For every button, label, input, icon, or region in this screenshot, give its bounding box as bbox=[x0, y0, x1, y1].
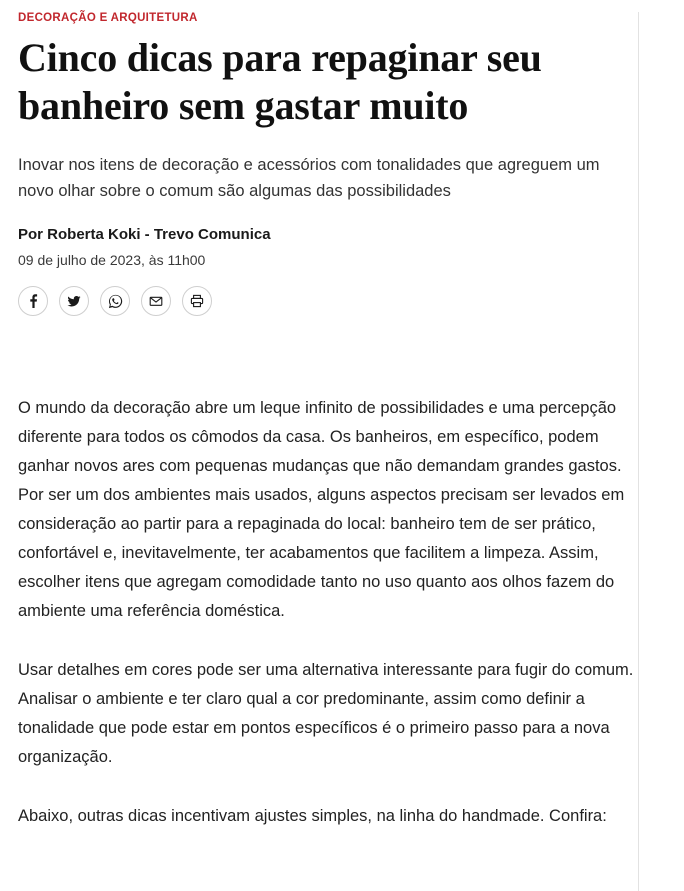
article-body bbox=[18, 394, 636, 831]
share-twitter-button[interactable] bbox=[59, 286, 89, 316]
article-dateline: 09 de julho de 2023, às 11h00 bbox=[18, 252, 206, 268]
article-paragraph: Abaixo, outras dicas incentivam ajustes simples, na linha do handmade. Confira: bbox=[18, 807, 607, 825]
share-whatsapp-button[interactable] bbox=[100, 286, 130, 316]
article-paragraph: Usar detalhes em cores pode ser uma alternativa interessante para fugir do comum. Analisar o ambiente e ter claro qual a cor predominante, assim como definir a tonalidade que pode estar em pontos específicos é o primeiro passo para a nova organização. bbox=[18, 661, 634, 766]
page-title: Cinco dicas para repaginar seu banheiro sem gastar muito bbox=[18, 35, 542, 128]
article-kicker[interactable]: DECORAÇÃO E ARQUITETURA bbox=[18, 12, 198, 24]
article-byline: Por Roberta Koki - Trevo Comunica bbox=[18, 226, 271, 243]
whatsapp-icon bbox=[107, 293, 124, 310]
print-button[interactable] bbox=[182, 286, 212, 316]
article-standfirst: Inovar nos itens de decoração e acessórios com tonalidades que agreguem um novo olhar sobre o comum são algumas das possibilidades bbox=[18, 156, 600, 200]
vertical-divider bbox=[638, 12, 639, 891]
twitter-icon bbox=[66, 293, 82, 309]
share-facebook-button[interactable] bbox=[18, 286, 48, 316]
share-toolbar bbox=[18, 286, 636, 316]
facebook-icon bbox=[25, 293, 41, 309]
article-page bbox=[0, 12, 684, 891]
article-paragraph: O mundo da decoração abre um leque infinito de possibilidades e uma percepção diferente para todos os cômodos da casa. Os banheiros, em específico, podem ganhar novos ares com pequenas mudanças que não demandam grandes gastos. Por ser um dos ambientes mais usados, alguns aspectos precisam ser levados em consideração ao partir para a repaginada do local: banheiro tem de ser prático, confortável e, inevitavelmente, ter acabamentos que facilitem a limpeza. Assim, escolher itens que agregam comodidade tanto no uso quanto aos olhos fazem do ambiente uma referência doméstica. bbox=[18, 399, 625, 620]
print-icon bbox=[189, 293, 205, 309]
email-icon bbox=[148, 293, 164, 309]
share-email-button[interactable] bbox=[141, 286, 171, 316]
